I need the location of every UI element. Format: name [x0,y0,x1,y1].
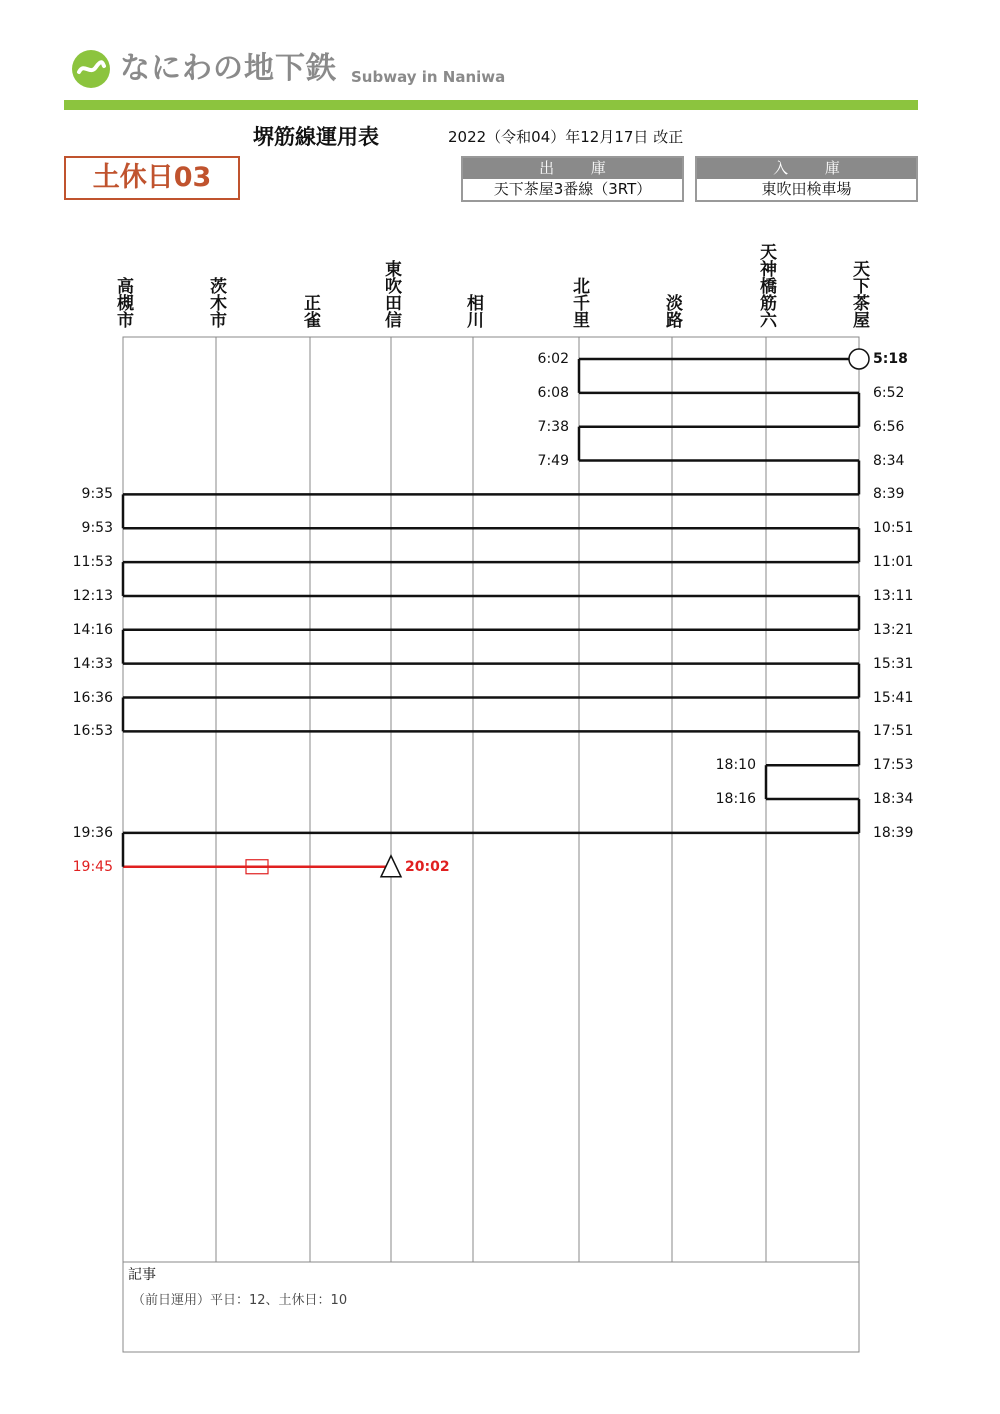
time-label: 8:34 [873,452,905,469]
time-label: 5:18 [873,351,908,367]
brand-name: なにわの地下鉄 [120,51,337,86]
notes-text: （前日運用）平日：12、土休日：10 [132,1293,348,1308]
time-label: 14:16 [72,621,113,638]
time-label: 10:51 [873,520,914,537]
time-label: 6:02 [537,351,569,367]
station-name: 天神橋筋六 [756,243,776,328]
time-label: 8:39 [873,486,905,503]
revision-date: 2022（令和04）年12月17日 改正 [448,128,684,146]
station-name: 天下茶屋 [849,260,869,328]
time-label: 20:02 [405,858,450,875]
time-label: 16:53 [72,723,113,740]
time-label: 15:41 [873,689,914,706]
start-circle-icon [849,349,869,369]
time-label: 9:53 [81,520,113,537]
time-label: 18:39 [873,824,914,841]
time-label: 6:08 [537,384,569,401]
time-label: 17:53 [873,757,914,774]
time-label: 19:36 [72,824,113,841]
time-label: 16:36 [72,689,113,706]
time-label: 18:34 [873,791,914,808]
station-name: 淡路 [662,294,682,328]
time-label: 14:33 [72,655,113,672]
time-label: 19:45 [72,858,113,875]
time-label: 6:52 [873,384,905,401]
time-label: 11:53 [72,554,113,571]
grid-frame [123,337,859,1352]
time-label: 6:56 [873,418,905,435]
operation-number-badge: 土休日03 [64,156,240,200]
station-name: 高槻市 [113,277,133,328]
time-label: 18:10 [715,757,756,774]
time-label: 18:16 [715,791,756,808]
departure-value: 天下茶屋3番線（3RT） [493,180,652,198]
station-name: 相川 [463,294,483,328]
time-label: 9:35 [81,486,113,503]
notes-title: 記事 [128,1267,156,1283]
document-title: 堺筋線運用表 [253,125,379,149]
time-label: 13:21 [873,621,914,638]
time-label: 15:31 [873,655,914,672]
arrival-value: 東吹田検車場 [761,180,852,198]
arrival-label: 入 庫 [697,158,916,179]
departure-label: 出 庫 [463,158,682,179]
time-label: 17:51 [873,723,914,740]
station-name: 東吹田信 [381,260,401,328]
time-label: 11:01 [873,554,914,571]
station-name: 北千里 [569,277,589,328]
time-label: 12:13 [72,587,113,604]
brand-subtitle: Subway in Naniwa [351,68,506,86]
time-label: 7:49 [537,452,569,469]
station-name: 正雀 [300,294,320,328]
time-label: 7:38 [537,418,569,435]
time-label: 13:11 [873,587,914,604]
station-name: 茨木市 [206,277,226,328]
